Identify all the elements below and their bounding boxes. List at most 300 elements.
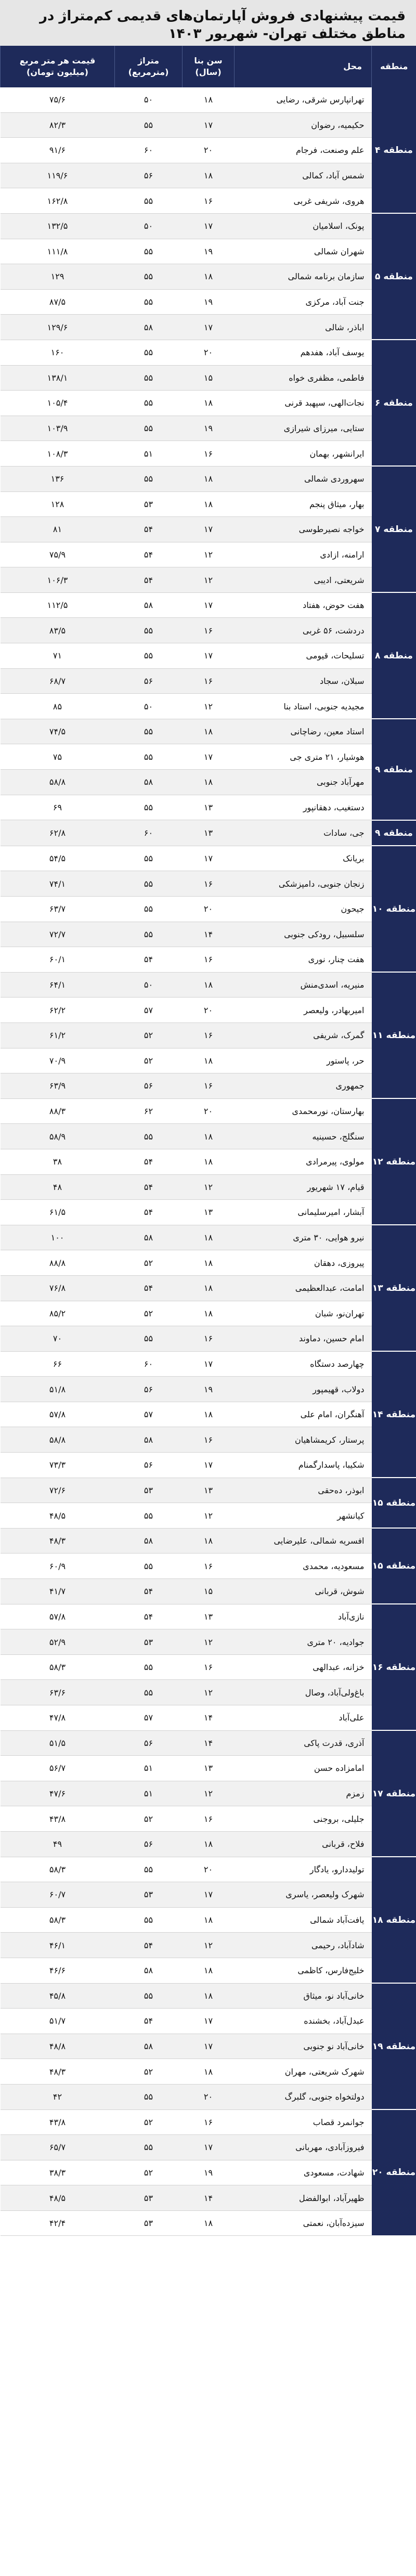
region-cell: منطقه ۸ — [372, 592, 416, 719]
price-table — [0, 46, 416, 2236]
age-cell: ۲۰ — [183, 897, 235, 922]
area-cell: ۵۶ — [115, 163, 183, 188]
price-cell: ۱۳۶ — [1, 466, 115, 491]
area-cell: ۵۰ — [115, 213, 183, 239]
price-cell: ۴۸/۵ — [1, 1503, 115, 1529]
age-cell: ۱۸ — [183, 1149, 235, 1174]
neighborhood-cell: امام حسین، دماوند — [235, 1326, 372, 1352]
age-cell: ۲۰ — [183, 1857, 235, 1882]
price-cell: ۵۱/۵ — [1, 1730, 115, 1756]
price-cell: ۴۳/۸ — [1, 1806, 115, 1832]
age-cell: ۱۳ — [183, 1478, 235, 1503]
neighborhood-cell: زنجان جنوبی، دامپزشکی — [235, 871, 372, 897]
age-cell: ۱۸ — [183, 466, 235, 491]
price-cell: ۶۵/۷ — [1, 2135, 115, 2160]
neighborhood-cell: سهروردی شمالی — [235, 466, 372, 491]
table-row — [1, 668, 416, 694]
price-cell: ۷۰ — [1, 1326, 115, 1352]
neighborhood-cell: جنت آباد، مرکزی — [235, 289, 372, 315]
price-cell: ۶۶ — [1, 1351, 115, 1377]
price-cell: ۴۷/۶ — [1, 1781, 115, 1806]
price-cell: ۴۵/۸ — [1, 1983, 115, 2009]
area-cell: ۵۳ — [115, 1882, 183, 1908]
neighborhood-cell: سبلان، سجاد — [235, 668, 372, 694]
area-cell: ۵۴ — [115, 1579, 183, 1604]
age-cell: ۱۸ — [183, 1048, 235, 1073]
age-cell: ۱۸ — [183, 1831, 235, 1857]
neighborhood-cell: خواجه نصیرطوسی — [235, 517, 372, 542]
region-cell: منطقه ۱۶ — [372, 1604, 416, 1730]
age-cell: ۱۷ — [183, 517, 235, 542]
age-cell: ۱۸ — [183, 87, 235, 112]
neighborhood-cell: سازمان برنامه شمالی — [235, 264, 372, 290]
area-cell: ۶۰ — [115, 1351, 183, 1377]
neighborhood-cell: یوسف آباد، هفدهم — [235, 340, 372, 365]
neighborhood-cell: شهادت، مسعودی — [235, 2160, 372, 2185]
area-cell: ۵۴ — [115, 542, 183, 567]
area-cell: ۵۵ — [115, 1554, 183, 1579]
table-row — [1, 1250, 416, 1276]
age-cell: ۱۸ — [183, 1301, 235, 1326]
neighborhood-cell: شمس آباد، کمالی — [235, 163, 372, 188]
table-row — [1, 87, 416, 112]
region-cell: منطقه ۲۰ — [372, 2109, 416, 2236]
price-cell: ۴۸/۳ — [1, 2059, 115, 2085]
area-cell: ۵۴ — [115, 1933, 183, 1958]
age-cell: ۱۹ — [183, 416, 235, 441]
price-cell: ۱۰۸/۳ — [1, 441, 115, 467]
area-cell: ۵۵ — [115, 846, 183, 871]
area-cell: ۵۵ — [115, 1857, 183, 1882]
age-cell: ۱۹ — [183, 289, 235, 315]
area-cell: ۵۵ — [115, 340, 183, 365]
age-cell: ۱۶ — [183, 1806, 235, 1832]
area-cell: ۵۶ — [115, 1377, 183, 1402]
age-cell: ۱۹ — [183, 2160, 235, 2185]
price-cell: ۵۱/۸ — [1, 1377, 115, 1402]
table-row — [1, 694, 416, 719]
age-cell: ۱۸ — [183, 391, 235, 416]
area-cell: ۵۵ — [115, 618, 183, 643]
age-cell: ۱۸ — [183, 2210, 235, 2236]
table-row — [1, 1907, 416, 1933]
table-row — [1, 1705, 416, 1731]
table-row — [1, 1377, 416, 1402]
neighborhood-cell: پرستار، کریمشاهیان — [235, 1427, 372, 1453]
age-cell: ۱۴ — [183, 1705, 235, 1731]
area-cell: ۵۳ — [115, 2185, 183, 2211]
age-cell: ۲۰ — [183, 2084, 235, 2109]
price-cell: ۹۱/۶ — [1, 138, 115, 163]
region-cell: منطقه ۱۹ — [372, 1983, 416, 2109]
area-cell: ۵۷ — [115, 1402, 183, 1427]
price-cell: ۸۲/۳ — [1, 112, 115, 138]
age-cell: ۱۸ — [183, 264, 235, 290]
area-cell: ۵۵ — [115, 2084, 183, 2109]
age-cell: ۱۳ — [183, 1604, 235, 1629]
price-cell: ۷۶/۸ — [1, 1275, 115, 1301]
price-cell: ۴۳/۸ — [1, 2109, 115, 2135]
area-cell: ۶۰ — [115, 138, 183, 163]
neighborhood-cell: عبدل‌آباد، بخشنده — [235, 2009, 372, 2034]
price-cell: ۶۸/۷ — [1, 668, 115, 694]
age-cell: ۱۷ — [183, 643, 235, 669]
price-cell: ۴۶/۱ — [1, 1933, 115, 1958]
age-cell: ۱۶ — [183, 668, 235, 694]
age-cell: ۱۷ — [183, 213, 235, 239]
age-cell: ۱۷ — [183, 592, 235, 618]
table-row — [1, 1756, 416, 1781]
table-row — [1, 542, 416, 567]
neighborhood-cell: تهران‌نو، شبان — [235, 1301, 372, 1326]
neighborhood-cell: استاد معین، رضاچانی — [235, 719, 372, 744]
area-cell: ۵۰ — [115, 694, 183, 719]
neighborhood-cell: خانی‌آباد نو جنوبی — [235, 2034, 372, 2059]
age-cell: ۱۸ — [183, 491, 235, 517]
neighborhood-cell: بهار، میثاق پنجم — [235, 491, 372, 517]
area-cell: ۵۵ — [115, 1503, 183, 1529]
age-cell: ۱۸ — [183, 719, 235, 744]
table-row — [1, 1604, 416, 1629]
area-cell: ۵۵ — [115, 1124, 183, 1149]
neighborhood-cell: سلسبیل، رودکی جنوبی — [235, 922, 372, 947]
price-cell: ۵۴/۵ — [1, 846, 115, 871]
neighborhood-cell: ابوذر، ده‌حقی — [235, 1478, 372, 1503]
table-row — [1, 1958, 416, 1983]
region-cell: منطقه ۱۳ — [372, 1225, 416, 1351]
neighborhood-cell: تسلیحات، قیومی — [235, 643, 372, 669]
area-cell: ۵۵ — [115, 391, 183, 416]
neighborhood-cell: حر، پاستور — [235, 1048, 372, 1073]
age-cell: ۱۶ — [183, 1022, 235, 1048]
neighborhood-cell: مهرآباد جنوبی — [235, 770, 372, 795]
area-cell: ۵۳ — [115, 2210, 183, 2236]
neighborhood-cell: شهرک ولیعصر، یاسری — [235, 1882, 372, 1908]
area-cell: ۵۸ — [115, 2034, 183, 2059]
table-row — [1, 846, 416, 871]
price-cell: ۳۸ — [1, 1149, 115, 1174]
area-cell: ۵۸ — [115, 315, 183, 340]
area-cell: ۵۴ — [115, 1200, 183, 1225]
area-cell: ۵۵ — [115, 871, 183, 897]
neighborhood-cell: علم وصنعت، فرجام — [235, 138, 372, 163]
price-cell: ۸۵ — [1, 694, 115, 719]
price-cell: ۵۱/۷ — [1, 2009, 115, 2034]
table-row — [1, 1528, 416, 1554]
price-cell: ۴۸/۵ — [1, 2185, 115, 2211]
region-cell: منطقه ۱۷ — [372, 1730, 416, 1857]
neighborhood-cell: تولیددارو، یادگار — [235, 1857, 372, 1882]
table-row — [1, 517, 416, 542]
table-row — [1, 1427, 416, 1453]
table-row — [1, 1048, 416, 1073]
price-cell: ۵۸/۸ — [1, 770, 115, 795]
table-row — [1, 1225, 416, 1250]
age-cell: ۱۵ — [183, 1579, 235, 1604]
area-cell: ۵۳ — [115, 1629, 183, 1655]
table-row — [1, 138, 416, 163]
area-cell: ۵۵ — [115, 1680, 183, 1705]
area-cell: ۵۵ — [115, 897, 183, 922]
page-title: قیمت پیشنهادی فروش آپارتمان‌های قدیمی کم‌متراژ در مناطق مختلف تهران- شهریور ۱۴۰۳ — [40, 8, 406, 42]
table-row — [1, 1781, 416, 1806]
age-cell: ۱۶ — [183, 441, 235, 467]
area-cell: ۵۲ — [115, 1048, 183, 1073]
age-cell: ۱۸ — [183, 1528, 235, 1554]
table-row — [1, 2109, 416, 2135]
region-cell: منطقه ۱۰ — [372, 846, 416, 972]
neighborhood-cell: بریانک — [235, 846, 372, 871]
area-cell: ۵۴ — [115, 1174, 183, 1200]
area-cell: ۵۴ — [115, 1149, 183, 1174]
table-row — [1, 1098, 416, 1124]
neighborhood-cell: سنگلج، حسینیه — [235, 1124, 372, 1149]
age-cell: ۱۹ — [183, 1377, 235, 1402]
area-cell: ۵۵ — [115, 416, 183, 441]
area-cell: ۵۵ — [115, 112, 183, 138]
table-row — [1, 391, 416, 416]
area-cell: ۵۶ — [115, 668, 183, 694]
area-cell: ۵۵ — [115, 1654, 183, 1680]
area-cell: ۵۴ — [115, 1275, 183, 1301]
price-cell: ۶۳/۷ — [1, 897, 115, 922]
price-cell: ۶۳/۶ — [1, 1680, 115, 1705]
age-cell: ۱۲ — [183, 1629, 235, 1655]
area-cell: ۵۷ — [115, 1705, 183, 1731]
table-row — [1, 2160, 416, 2185]
age-cell: ۱۳ — [183, 1756, 235, 1781]
title-bar — [0, 0, 416, 46]
age-cell: ۱۳ — [183, 795, 235, 820]
price-cell: ۱۶۰ — [1, 340, 115, 365]
neighborhood-cell: نیرو هوایی، ۳۰ متری — [235, 1225, 372, 1250]
age-cell: ۱۷ — [183, 744, 235, 770]
age-cell: ۲۰ — [183, 340, 235, 365]
table-row — [1, 1579, 416, 1604]
neighborhood-cell: حکیمیه، رضوان — [235, 112, 372, 138]
price-cell: ۷۵/۶ — [1, 87, 115, 112]
area-cell: ۵۵ — [115, 1983, 183, 2009]
neighborhood-cell: افسریه شمالی، علیرضایی — [235, 1528, 372, 1554]
age-cell: ۲۰ — [183, 998, 235, 1023]
table-row — [1, 441, 416, 467]
area-cell: ۵۵ — [115, 795, 183, 820]
price-cell: ۶۰/۹ — [1, 1554, 115, 1579]
table-row — [1, 643, 416, 669]
neighborhood-cell: نازی‌آباد — [235, 1604, 372, 1629]
area-cell: ۵۲ — [115, 2109, 183, 2135]
price-cell: ۱۲۹/۶ — [1, 315, 115, 340]
price-cell: ۱۱۲/۵ — [1, 592, 115, 618]
neighborhood-cell: جیحون — [235, 897, 372, 922]
age-cell: ۱۶ — [183, 618, 235, 643]
neighborhood-cell: اباذر، شالی — [235, 315, 372, 340]
area-cell: ۵۸ — [115, 770, 183, 795]
region-cell: منطقه ۱۵ — [372, 1478, 416, 1528]
age-cell: ۱۳ — [183, 820, 235, 846]
price-cell: ۷۲/۷ — [1, 922, 115, 947]
age-cell: ۱۴ — [183, 2185, 235, 2211]
age-cell: ۱۸ — [183, 1907, 235, 1933]
neighborhood-cell: فاطمی، مظفری خواه — [235, 365, 372, 391]
area-cell: ۵۲ — [115, 2059, 183, 2085]
header-neighborhood: محل — [235, 46, 372, 87]
age-cell: ۱۸ — [183, 163, 235, 188]
area-cell: ۵۵ — [115, 719, 183, 744]
area-cell: ۵۷ — [115, 998, 183, 1023]
area-cell: ۵۲ — [115, 1806, 183, 1832]
table-row — [1, 315, 416, 340]
area-cell: ۵۵ — [115, 365, 183, 391]
price-cell: ۷۰/۹ — [1, 1048, 115, 1073]
neighborhood-cell: امامزاده حسن — [235, 1756, 372, 1781]
neighborhood-cell: علی‌آباد — [235, 1705, 372, 1731]
age-cell: ۱۷ — [183, 1453, 235, 1478]
price-cell: ۵۶/۷ — [1, 1756, 115, 1781]
price-cell: ۱۲۹ — [1, 264, 115, 290]
table-row — [1, 112, 416, 138]
table-row — [1, 1983, 416, 2009]
table-row — [1, 2009, 416, 2034]
price-cell: ۷۴/۱ — [1, 871, 115, 897]
region-cell: منطقه ۹ — [372, 820, 416, 846]
neighborhood-cell: شادآباد، رحیمی — [235, 1933, 372, 1958]
neighborhood-cell: ظهیرآباد، ابوالفضل — [235, 2185, 372, 2211]
age-cell: ۱۲ — [183, 542, 235, 567]
neighborhood-cell: جوادیه، ۲۰ متری — [235, 1629, 372, 1655]
neighborhood-cell: تهرانپارس شرقی، رضایی — [235, 87, 372, 112]
price-cell: ۴۲/۴ — [1, 2210, 115, 2236]
age-cell: ۲۰ — [183, 138, 235, 163]
age-cell: ۱۶ — [183, 1326, 235, 1352]
table-row — [1, 2084, 416, 2109]
neighborhood-cell: جی، سادات — [235, 820, 372, 846]
price-cell: ۶۱/۵ — [1, 1200, 115, 1225]
neighborhood-cell: شوش، قربانی — [235, 1579, 372, 1604]
table-row — [1, 1124, 416, 1149]
neighborhood-cell: امامت، عبدالعظیمی — [235, 1275, 372, 1301]
table-row — [1, 213, 416, 239]
neighborhood-cell: جلیلی، بروجنی — [235, 1806, 372, 1832]
table-row — [1, 1326, 416, 1352]
region-cell: منطقه ۹ — [372, 719, 416, 820]
area-cell: ۵۰ — [115, 972, 183, 998]
table-row — [1, 2210, 416, 2236]
area-cell: ۵۸ — [115, 1427, 183, 1453]
table-row — [1, 2034, 416, 2059]
neighborhood-cell: هوشیار، ۲۱ متری جی — [235, 744, 372, 770]
age-cell: ۱۶ — [183, 871, 235, 897]
age-cell: ۲۰ — [183, 1098, 235, 1124]
table-row — [1, 719, 416, 744]
table-row — [1, 163, 416, 188]
area-cell: ۵۵ — [115, 643, 183, 669]
area-cell: ۵۵ — [115, 466, 183, 491]
area-cell: ۵۵ — [115, 1326, 183, 1352]
neighborhood-cell: فلاح، قربانی — [235, 1831, 372, 1857]
age-cell: ۱۲ — [183, 1781, 235, 1806]
table-row — [1, 1351, 416, 1377]
price-cell: ۱۲۸ — [1, 491, 115, 517]
price-cell: ۱۰۶/۳ — [1, 567, 115, 593]
age-cell: ۱۸ — [183, 1225, 235, 1250]
area-cell: ۵۴ — [115, 517, 183, 542]
header-area: متراژ (مترمربع) — [115, 46, 183, 87]
neighborhood-cell: قیام، ۱۷ شهریور — [235, 1174, 372, 1200]
area-cell: ۵۲ — [115, 2160, 183, 2185]
price-cell: ۴۶/۶ — [1, 1958, 115, 1983]
age-cell: ۱۷ — [183, 846, 235, 871]
header-region: منطقه — [372, 46, 416, 87]
area-cell: ۵۴ — [115, 2009, 183, 2034]
age-cell: ۱۸ — [183, 972, 235, 998]
price-cell: ۳۸/۳ — [1, 2160, 115, 2185]
price-cell: ۱۳۲/۵ — [1, 213, 115, 239]
area-cell: ۶۲ — [115, 1098, 183, 1124]
age-cell: ۱۹ — [183, 239, 235, 264]
age-cell: ۱۶ — [183, 2109, 235, 2135]
table-row — [1, 998, 416, 1023]
neighborhood-cell: دردشت، ۵۶ غربی — [235, 618, 372, 643]
table-row — [1, 365, 416, 391]
table-row — [1, 1831, 416, 1857]
age-cell: ۱۷ — [183, 1351, 235, 1377]
price-cell: ۶۱/۲ — [1, 1022, 115, 1048]
area-cell: ۵۱ — [115, 1756, 183, 1781]
region-cell: منطقه ۶ — [372, 340, 416, 466]
neighborhood-cell: ارامنه، ازادی — [235, 542, 372, 567]
age-cell: ۱۸ — [183, 1275, 235, 1301]
age-cell: ۱۲ — [183, 1933, 235, 1958]
area-cell: ۵۸ — [115, 1528, 183, 1554]
area-cell: ۵۵ — [115, 2135, 183, 2160]
neighborhood-cell: پونک، اسلامیان — [235, 213, 372, 239]
neighborhood-cell: خلیج‌فارس، کاظمی — [235, 1958, 372, 1983]
table-row — [1, 340, 416, 365]
table-row — [1, 592, 416, 618]
price-cell: ۱۰۵/۴ — [1, 391, 115, 416]
price-cell: ۵۸/۳ — [1, 1907, 115, 1933]
area-cell: ۵۵ — [115, 744, 183, 770]
age-cell: ۱۸ — [183, 1983, 235, 2009]
region-cell: منطقه ۴ — [372, 87, 416, 213]
age-cell: ۱۲ — [183, 1680, 235, 1705]
table-row — [1, 1478, 416, 1503]
price-cell: ۸۵/۲ — [1, 1301, 115, 1326]
neighborhood-cell: خزانه، عبدالهی — [235, 1654, 372, 1680]
price-cell: ۵۸/۳ — [1, 1654, 115, 1680]
price-cell: ۴۸ — [1, 1174, 115, 1200]
area-cell: ۵۶ — [115, 1453, 183, 1478]
table-row — [1, 1200, 416, 1225]
age-cell: ۱۵ — [183, 365, 235, 391]
table-row — [1, 2185, 416, 2211]
price-cell: ۶۲/۲ — [1, 998, 115, 1023]
header-age: سن بنا (سال) — [183, 46, 235, 87]
neighborhood-cell: دولتخواه جنوبی، گلبرگ — [235, 2084, 372, 2109]
price-cell: ۵۸/۳ — [1, 1857, 115, 1882]
area-cell: ۵۵ — [115, 922, 183, 947]
area-cell: ۵۳ — [115, 1478, 183, 1503]
price-cell: ۱۱۹/۶ — [1, 163, 115, 188]
price-cell: ۸۷/۵ — [1, 289, 115, 315]
neighborhood-cell: فیروزآبادی، مهربانی — [235, 2135, 372, 2160]
header-price: قیمت هر متر مربع (میلیون تومان) — [1, 46, 115, 87]
neighborhood-cell: مجیدیه جنوبی، استاد بنا — [235, 694, 372, 719]
price-cell: ۱۰۰ — [1, 1225, 115, 1250]
table-row — [1, 1503, 416, 1529]
neighborhood-cell: سیزده‌آبان، نعمتی — [235, 2210, 372, 2236]
